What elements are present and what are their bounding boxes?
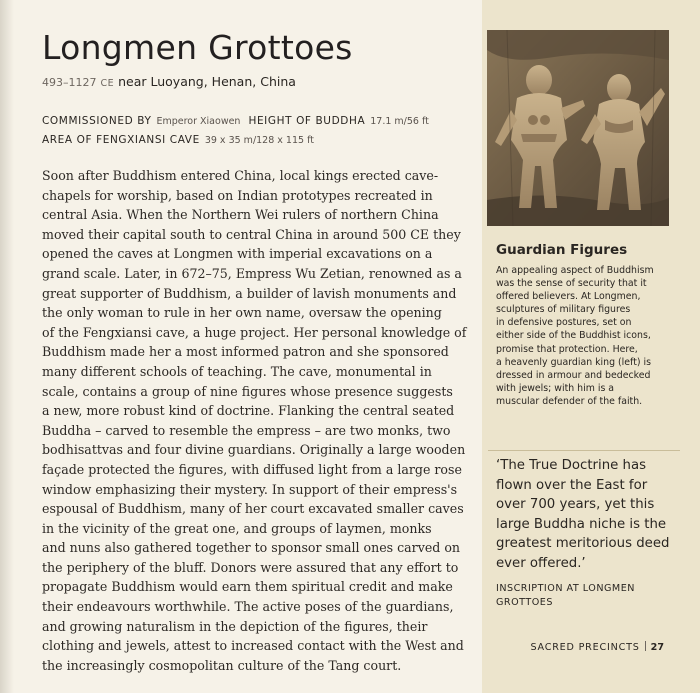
facts-row-2 <box>42 131 472 150</box>
body-line: propagate Buddhism would earn them spiritual credit and make <box>42 579 453 595</box>
pull-quote <box>496 456 681 573</box>
body-line: their endeavours worthwhile. The active poses of the guardians, <box>42 599 454 615</box>
body-line: Soon after Buddhism entered China, local kings erected cave- <box>42 168 439 183</box>
body-line: scale, contains a group of nine figures whose presence suggests <box>42 383 453 399</box>
body-line: the increasingly cosmopolitan culture of the Tang court. <box>42 657 402 673</box>
quote-line: flown over the East for <box>496 477 648 493</box>
caption-line: An appealing aspect of Buddhism <box>496 265 654 276</box>
section-name: SACRED PRECINCTS <box>530 642 640 653</box>
quote-line: ever offered.’ <box>496 555 586 571</box>
area-value: 39 x 35 m/128 x 115 ft <box>204 135 314 146</box>
body-line: espousal of Buddhism, many of her court excavated smaller caves <box>42 501 464 517</box>
facts-block <box>42 112 472 150</box>
caption-text <box>496 264 676 408</box>
caption-line: with jewels; with him is a <box>496 382 615 394</box>
area-label: AREA OF FENGXIANSI CAVE <box>42 134 200 146</box>
body-line: Buddha – carved to resemble the empress – are two monks, two <box>42 422 451 438</box>
body-line: window emphasizing their mystery. In support of their empress's <box>42 481 458 497</box>
commissioned-by-value: Emperor Xiaowen <box>156 116 241 127</box>
guardian-figures-photo <box>487 30 669 226</box>
page-title: Longmen Grottoes <box>42 28 353 67</box>
era-label: CE <box>100 78 115 89</box>
body-line: of the Fengxiansi cave, a huge project. Her personal knowledge of <box>42 324 467 340</box>
body-line: central Asia. When the Northern Wei rulers of northern China <box>42 207 439 223</box>
page-number: 27 <box>650 642 664 653</box>
body-line: many different schools of teaching. The cave, monumental in <box>42 363 432 379</box>
caption-line: muscular defender of the faith. <box>496 395 643 407</box>
stone-relief-illustration <box>487 30 669 226</box>
caption-line: offered believers. At Longmen, <box>496 291 641 303</box>
main-body-text <box>42 166 467 675</box>
body-line: chapels for worship, based on Indian prototypes recreated in <box>42 187 433 203</box>
body-line: and growing naturalism in the depiction of the figures, their <box>42 618 428 634</box>
body-line: the only woman to rule in her own name, oversaw the opening <box>42 305 442 321</box>
body-line: Buddhism made her a most informed patron and she sponsored <box>42 344 449 360</box>
quote-divider <box>488 450 680 451</box>
height-value: 17.1 m/56 ft <box>370 116 429 127</box>
body-line: opened the caves at Longmen with imperial excavations on a <box>42 246 433 262</box>
caption-line: sculptures of military figures <box>496 304 631 316</box>
caption-line: either side of the Buddhist icons, <box>496 330 651 342</box>
page-gutter-shadow <box>0 0 14 693</box>
date-range: 493–1127 <box>42 76 97 89</box>
body-line: façade protected the figures, with diffused light from a large rose <box>42 461 462 477</box>
dateline <box>42 74 296 89</box>
footer-separator <box>645 641 646 651</box>
body-line: clothing and jewels, attest to increased contact with the West and <box>42 638 464 654</box>
height-label: HEIGHT OF BUDDHA <box>248 115 366 127</box>
facts-row-1 <box>42 112 472 131</box>
body-line: moved their capital south to central China in around 500 CE they <box>42 226 461 242</box>
body-line: a new, more robust kind of doctrine. Flanking the central seated <box>42 403 455 419</box>
commissioned-by-label: COMMISSIONED BY <box>42 115 152 127</box>
body-line: and nuns also gathered together to sponsor small ones carved on <box>42 540 461 556</box>
caption-line: was the sense of security that it <box>496 278 647 290</box>
quote-attribution <box>496 582 676 610</box>
caption-line: dressed in armour and bedecked <box>496 369 651 381</box>
caption-line: in defensive postures, set on <box>496 317 632 329</box>
caption-title: Guardian Figures <box>496 242 628 258</box>
body-line: the periphery of the bluff. Donors were assured that any effort to <box>42 559 459 575</box>
page-footer <box>530 641 664 653</box>
attribution-line: INSCRIPTION AT LONGMEN <box>496 583 635 594</box>
caption-line: a heavenly guardian king (left) is <box>496 356 651 368</box>
body-line: great supporter of Buddhism, a builder of lavish monuments and <box>42 285 457 301</box>
quote-line: greatest meritorious deed <box>496 536 670 551</box>
quote-line: large Buddha niche is the <box>496 516 667 532</box>
quote-line: over 700 years, yet this <box>496 497 655 512</box>
location-text: near Luoyang, Henan, China <box>118 74 296 89</box>
attribution-line: GROTTOES <box>496 597 553 608</box>
body-line: in the vicinity of the great one, and groups of laymen, monks <box>42 520 432 536</box>
quote-line: ‘The True Doctrine has <box>496 458 647 473</box>
body-line: grand scale. Later, in 672–75, Empress Wu Zetian, renowned as a <box>42 265 462 281</box>
caption-line: promise that protection. Here, <box>496 343 638 355</box>
body-line: bodhisattvas and four divine guardians. Originally a large wooden <box>42 442 466 458</box>
